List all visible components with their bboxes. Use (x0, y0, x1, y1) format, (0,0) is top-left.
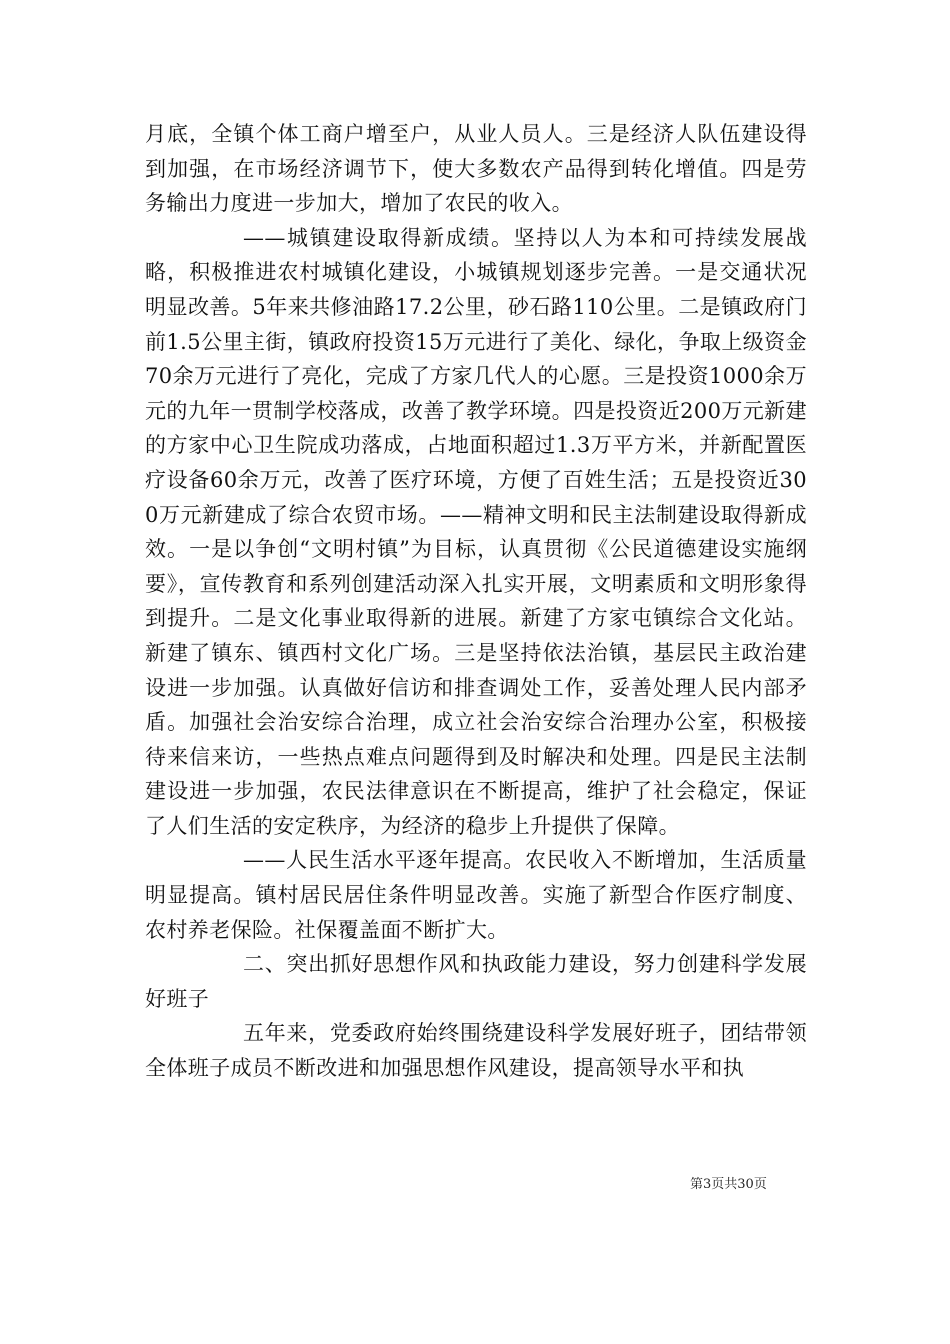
paragraph-town-construction: ——城镇建设取得新成绩。坚持以人为本和可持续发展战略，积极推进农村城镇化建设，小城镇规划逐步完善。一是交通状况明显改善。5年来共修油路17.2公里，砂石路110公里。二是镇政府门前1.5公里主街，镇政府投资15万元进行了美化、绿化，争取上级资金70余万元进行了亮化，完成了方家几代人的心愿。三是投资1000余万元的九年一贯制学校落成，改善了教学环境。四是投资近200万元新建的方家中心卫生院成功落成，占地面积超过1.3万平方米，并新配置医疗设备60余万元，改善了医疗环境，方便了百姓生活；五是投资近300万元新建成了综合农贸市场。——精神文明和民主法制建设取得新成效。一是以争创“文明村镇”为目标，认真贯彻《公民道德建设实施纲要》，宣传教育和系列创建活动深入扎实开展，文明素质和文明形象得到提升。二是文化事业取得新的进展。新建了方家屯镇综合文化站。新建了镇东、镇西村文化广场。三是坚持依法治镇，基层民主政治建设进一步加强。认真做好信访和排查调处工作，妥善处理人民内部矛盾。加强社会治安综合治理，成立社会治安综合治理办公室，积极接待来信来访，一些热点难点问题得到及时解决和处理。四是民主法制建设进一步加强，农民法律意识在不断提高，维护了社会稳定，保证了人们生活的安定秩序，为经济的稳步上升提供了保障。 (145, 225, 807, 838)
page-number: 第3页共30页 (690, 1177, 767, 1192)
paragraph-economy-continued: 月底，全镇个体工商户增至户，从业人员人。三是经济人队伍建设得到加强，在市场经济调节下，使大多数农产品得到转化增值。四是劳务输出力度进一步加大，增加了农民的收入。 (145, 122, 807, 216)
section-heading-two: 二、突出抓好思想作风和执政能力建设，努力创建科学发展好班子 (145, 952, 807, 1011)
paragraph-leadership: 五年来，党委政府始终围绕建设科学发展好班子，团结带领全体班子成员不断改进和加强思想作风建设，提高领导水平和执 (145, 1021, 807, 1081)
paragraph-living-standards: ——人民生活水平逐年提高。农民收入不断增加，生活质量明显提高。镇村居民居住条件明显改善。实施了新型合作医疗制度、农村养老保险。社保覆盖面不断扩大。 (145, 848, 807, 942)
body-text (145, 117, 807, 1086)
